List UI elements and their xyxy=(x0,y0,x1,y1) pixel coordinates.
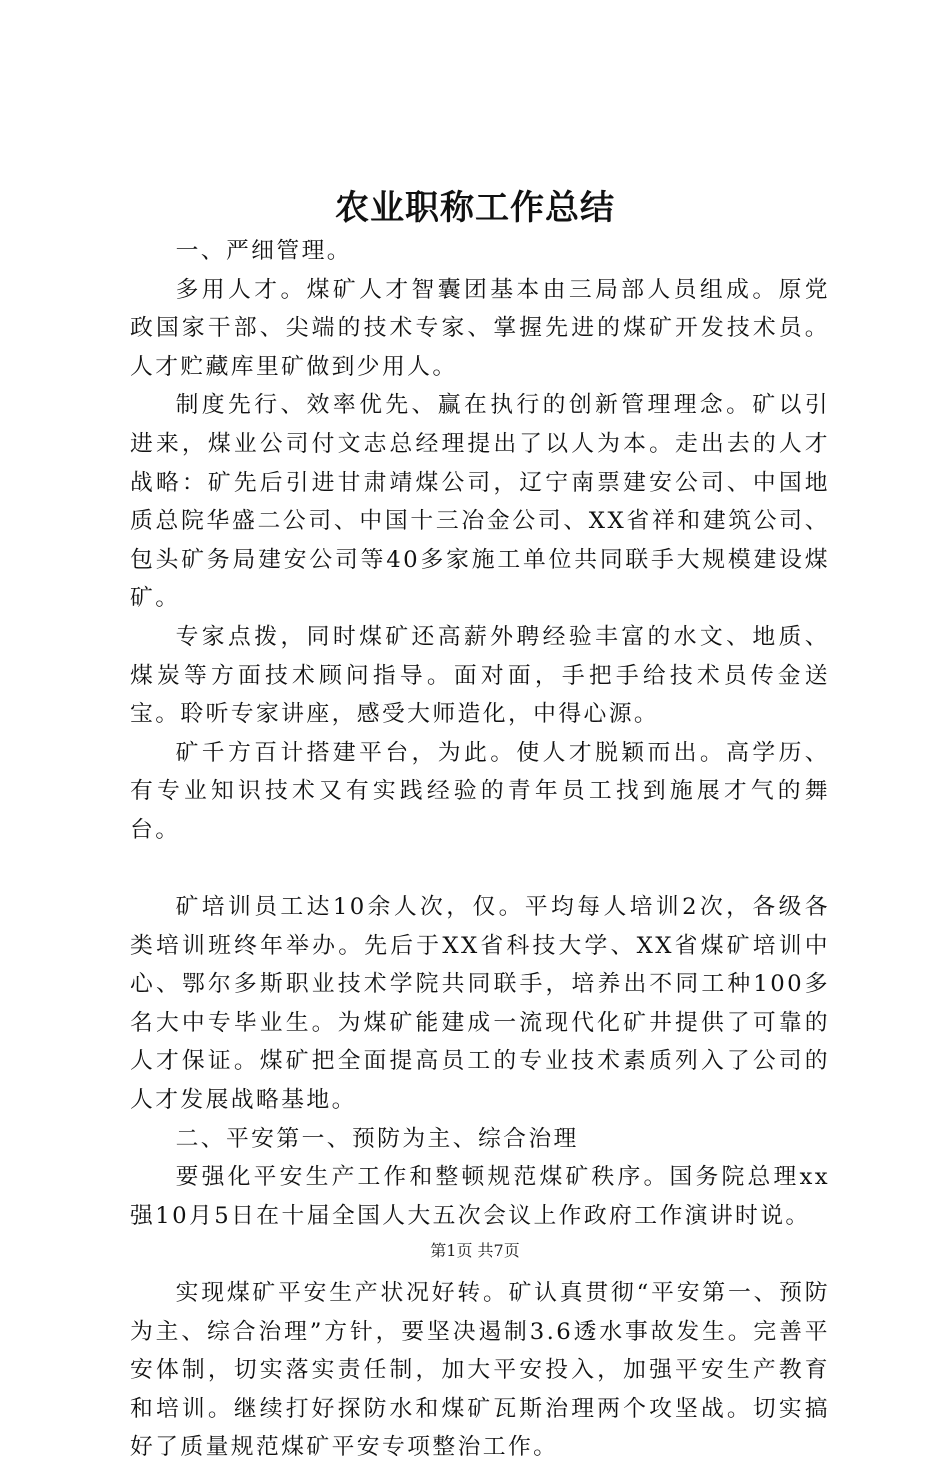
paragraph-safety-production: 实现煤矿平安生产状况好转。矿认真贯彻“平安第一、预防为主、综合治理”方针，要坚决遏制3.6透水事故发生。完善平安体制，切实落实责任制，加大平安投入，加强平安生产教育和培训。继续打好探防水和煤矿瓦斯治理两个攻坚战。切实搞好了质量规范煤矿平安专项整治工作。 xyxy=(130,1280,830,1461)
paragraph-talent: 多用人才。煤矿人才智囊团基本由三局部人员组成。原党政国家干部、尖端的技术专家、掌握先进的煤矿开发技术员。人才贮藏库里矿做到少用人。 xyxy=(130,276,830,380)
section-heading-2: 二、平安第一、预防为主、综合治理 xyxy=(175,1125,579,1152)
paragraph-platform: 矿千方百计搭建平台，为此。使人才脱颖而出。高学历、有专业知识技术又有实践经验的青年员工找到施展才气的舞台。 xyxy=(130,739,830,843)
page-footer: 第1页 共7页 xyxy=(430,1241,520,1260)
section-heading-1: 一、严细管理。 xyxy=(175,238,352,264)
document-title: 农业职称工作总结 xyxy=(335,188,615,228)
paragraph-experts: 专家点拨，同时煤矿还高薪外聘经验丰富的水文、地质、煤炭等方面技术顾问指导。面对面，手把手给技术员传金送宝。聆听专家讲座，感受大师造化，中得心源。 xyxy=(130,623,830,728)
paragraph-safety-order: 要强化平安生产工作和整顿规范煤矿秩序。国务院总理xx强10月5日在十届全国人大五次会议上作政府工作演讲时说。 xyxy=(130,1164,830,1229)
paragraph-system: 制度先行、效率优先、赢在执行的创新管理理念。矿以引进来，煤业公司付文志总经理提出了以人为本。走出去的人才战略：矿先后引进甘肃靖煤公司，辽宁南票建安公司、中国地质总院华盛二公司、中国十三冶金公司、XX省祥和建筑公司、包头矿务局建安公司等40多家施工单位共同联手大规模建设煤矿。 xyxy=(130,392,830,612)
document-body xyxy=(130,232,830,1467)
paragraph-training: 矿培训员工达10余人次，仅。平均每人培训2次，各级各类培训班终年举办。先后于XX省科技大学、XX省煤矿培训中心、鄂尔多斯职业技术学院共同联手，培养出不同工种100多名大中专毕业生。为煤矿能建成一流现代化矿井提供了可靠的人才保证。煤矿把全面提高员工的专业技术素质列入了公司的人才发展战略基地。 xyxy=(130,894,830,1114)
